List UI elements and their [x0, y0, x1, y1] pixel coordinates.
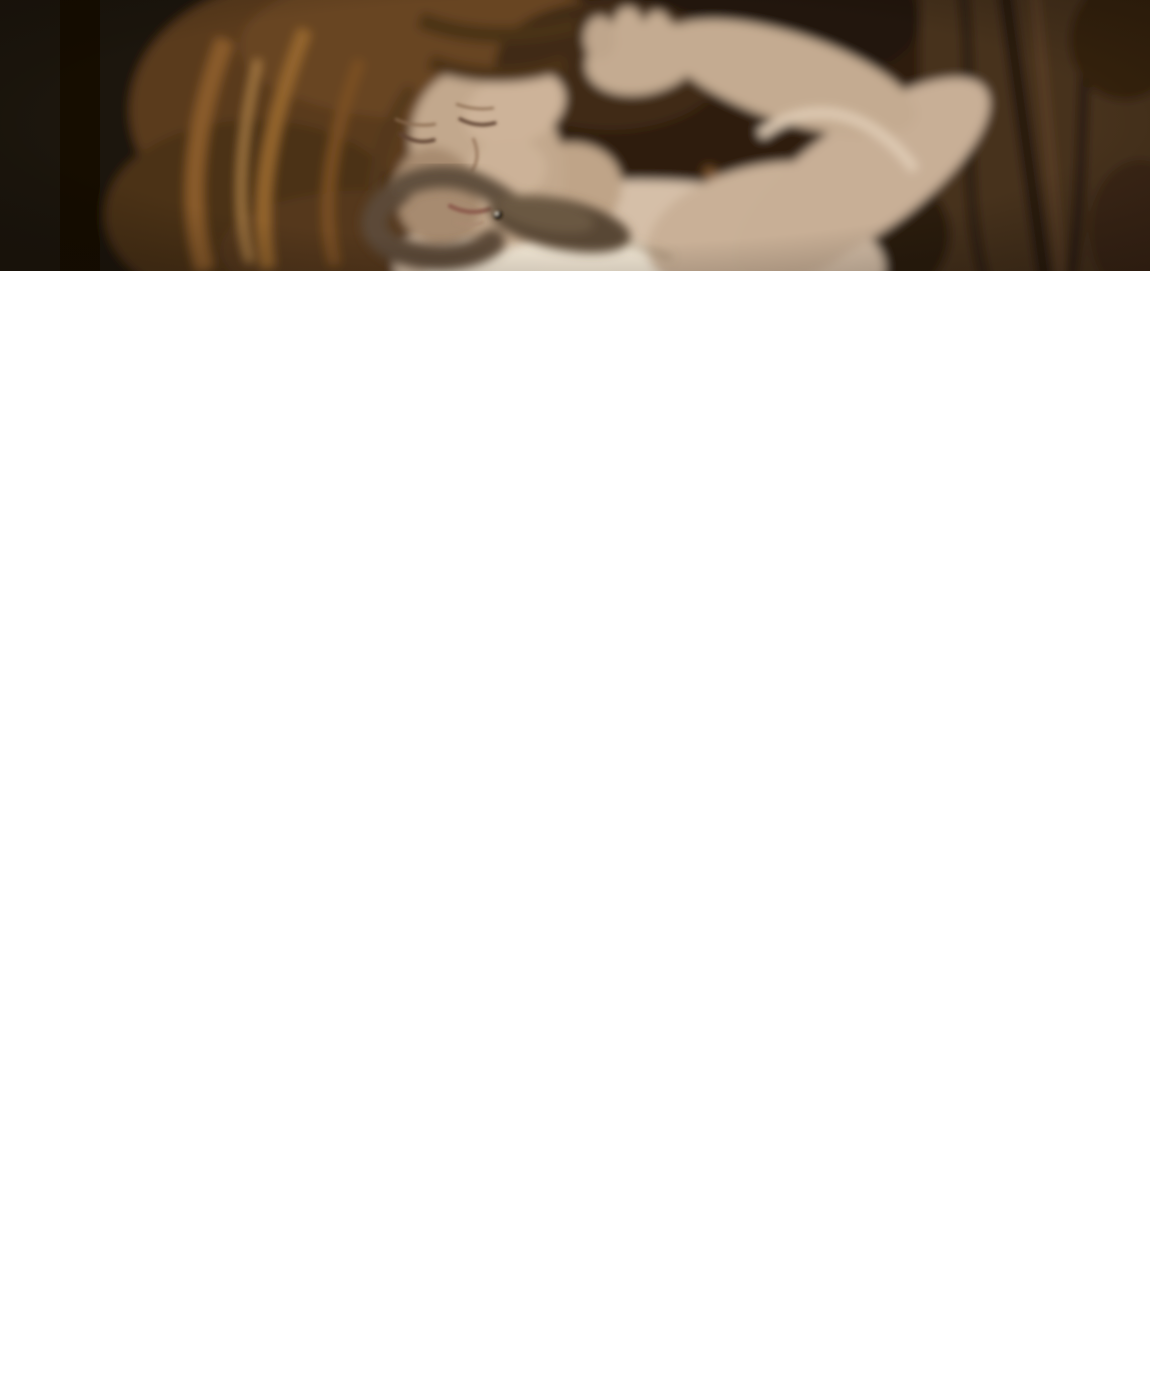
program-content: [50, 271, 1150, 327]
lilith-painting-image: [0, 0, 1150, 271]
hero-painting: [0, 0, 1150, 271]
